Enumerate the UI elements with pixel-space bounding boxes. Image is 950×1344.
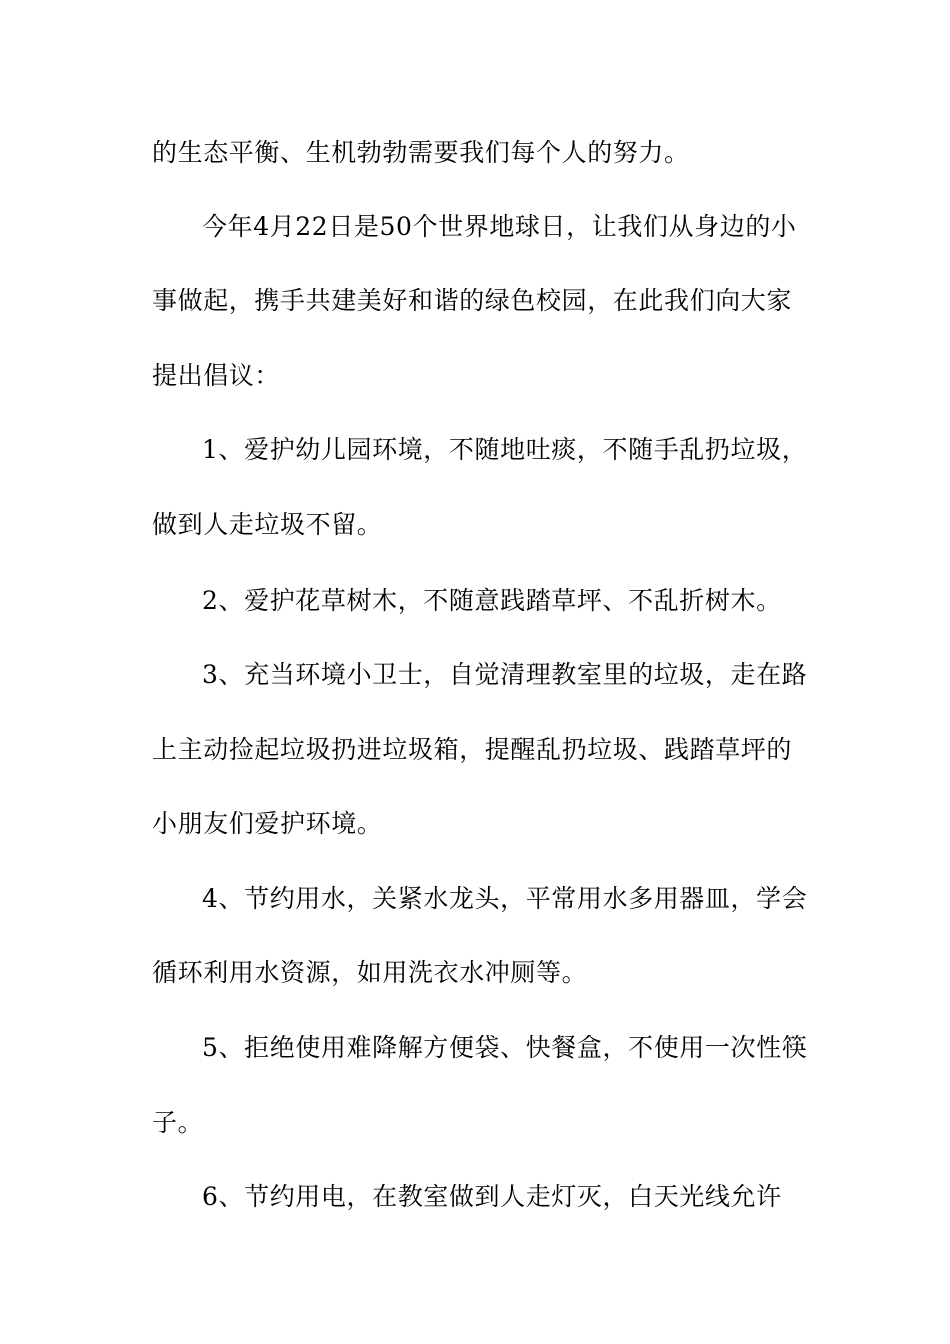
paragraph-line: 做到人走垃圾不留。 xyxy=(152,510,383,539)
paragraph-line: 5、拒绝使用难降解方便袋、快餐盒，不使用一次性筷 xyxy=(202,1033,808,1062)
paragraph-line: 事做起，携手共建美好和谐的绿色校园，在此我们向大家 xyxy=(152,286,793,315)
paragraph-line: 1、爱护幼儿园环境，不随地吐痰，不随手乱扔垃圾， xyxy=(202,435,808,464)
paragraph-line: 2、爱护花草树木，不随意践踏草坪、不乱折树木。 xyxy=(202,586,782,615)
paragraph-line: 循环利用水资源，如用洗衣水冲厕等。 xyxy=(152,958,588,987)
paragraph-line: 6、节约用电，在教室做到人走灯灭，白天光线允许 xyxy=(202,1182,782,1211)
paragraph-line: 上主动捡起垃圾扔进垃圾箱，提醒乱扔垃圾、践踏草坪的 xyxy=(152,735,793,764)
paragraph-line: 4、节约用水，关紧水龙头，平常用水多用器皿，学会 xyxy=(202,884,808,913)
paragraph-line: 的生态平衡、生机勃勃需要我们每个人的努力。 xyxy=(152,138,690,167)
paragraph-line: 子。 xyxy=(152,1108,204,1137)
paragraph-line: 提出倡议： xyxy=(152,361,281,390)
paragraph-line: 3、充当环境小卫士，自觉清理教室里的垃圾，走在路 xyxy=(202,660,808,689)
paragraph-line: 今年4月22日是50个世界地球日，让我们从身边的小 xyxy=(202,212,797,241)
paragraph-line: 小朋友们爱护环境。 xyxy=(152,809,383,838)
